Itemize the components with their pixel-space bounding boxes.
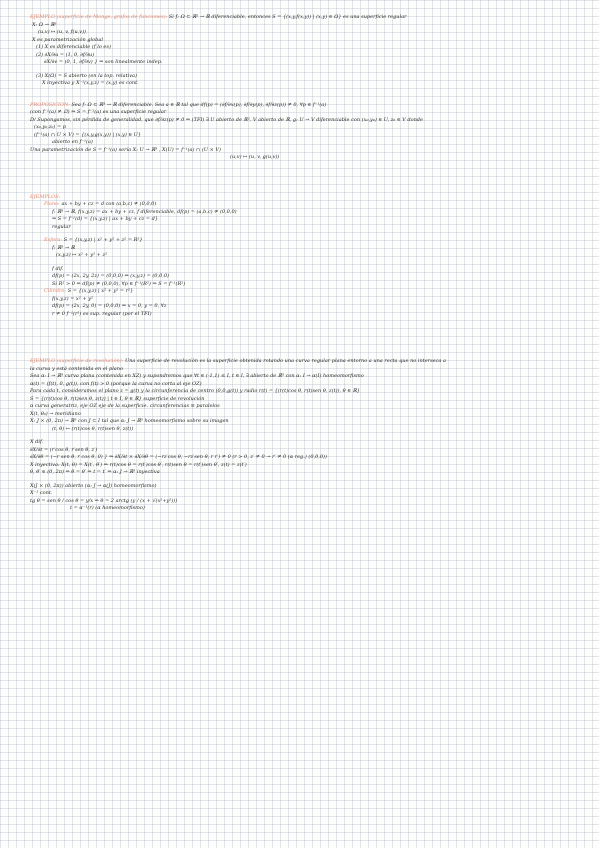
note-line: X es parametrización global [32, 36, 103, 43]
note-line: (u,v) ↦ (u, v, g(u,v)) [230, 154, 280, 160]
note-line: ∂X/∂t = (r′cos θ, r′sen θ, z′) [30, 446, 98, 453]
note-line: la curva y está contenida en el plano [30, 365, 124, 372]
note-line: (1) X es diferenciable (f lo es) [36, 44, 111, 50]
note-line: (2) ∂X/∂u = (1, 0, ∂f/∂u) [36, 51, 95, 58]
note-line: X dif. [30, 439, 44, 445]
note-line: f dif. [52, 265, 64, 272]
proposition-heading [30, 102, 590, 110]
note-line: S = {(r(t)cos θ, r(t)sen θ, z(t)) | t ∈ I, θ ∈ ℝ} superficie de revolución [30, 395, 205, 402]
note-line: r ≠ 0 f⁻¹(r²) es sup. regular (por el TFI) [52, 310, 152, 317]
note-line: Una parametrización de S = f⁻¹(a) sería X: U → ℝ³ , X(U) = f⁻¹(a) ∩ (U × V) [30, 146, 221, 153]
sphere-label: Esfera: [44, 237, 63, 243]
note-line: D/ Supongamos, sin pérdida de generalidad, que ∂f/∂z(p) ≠ 0 ⇒ (TFI) ∃ U abierto de ℝ², V abierto de ℝ, g: U → V diferenciable con (x₀,y₀) ∈ U, z₀ ∈ V donde [30, 116, 423, 123]
note-line: Si R² > 0 ⇒ df(p) ≠ (0,0,0), ∀p ∈ f⁻¹(R²) ⇒ S = f⁻¹(R²) [52, 280, 186, 287]
note-line: df(p) = (2x, 2y, 2z) = (0,0,0) ⇔ (x,y,z) = (0,0,0) [52, 273, 169, 279]
note-line: t = α⁻¹(r) (α homeomorfismo) [70, 505, 145, 511]
notes-content [30, 14, 590, 513]
example-heading-label: EJEMPLO (superficie de revolución): [30, 358, 124, 364]
note-line: X⁻¹ cont. [30, 490, 53, 496]
note-line: X inyectiva y X⁻¹(x,y,z) = (x,y) es cont. [42, 80, 139, 86]
note-line: Sea α: I → ℝ³ curva plana (contenida en XZ) y supondremos que ∀t ∈ (-1,1) ≤ I, t ∈ I, ∃ abierto de ℝ³ con α: I → α(I) homeomorfismo [30, 373, 364, 379]
proposition-statement: Sea f: Ω ⊂ ℝ³ → ℝ diferenciable. Sea a ∈ ℝ tal que df(p) = (∂f/∂x(p), ∂f/∂y(p), ∂f/∂z(p)) ≠ 0, ∀p ∈ f⁻¹(a) [71, 101, 327, 108]
note-line: X: J × (0, 2π) → ℝ³ con J ⊂ I tal que α: J → ℝ³ homeomorfismo sobre su imagen [30, 418, 229, 424]
note-line: regular [52, 223, 71, 230]
example-revolution-heading [30, 358, 590, 366]
note-line: f: ℝ³ → ℝ [52, 244, 75, 251]
note-line: (u,v) ↦ (u, v, f(u,v)) [38, 29, 87, 35]
note-line: α curva generatriz, eje OZ eje de la superficie. circunferencias ≡ paralelos [30, 403, 220, 409]
sphere-line [44, 237, 590, 245]
proposition-label: PROPOSICIÓN: [30, 101, 70, 108]
note-line: X: Ω → ℝ³ [32, 21, 57, 28]
note-line: Para cada t, consideramos el plano z = g(t) y la circunferencia de centro (0,0,g(t)) y radio r(t) = {(r(t)cos θ, r(t)sen θ, z(t)), θ ∈ ℝ} [30, 388, 360, 394]
example-monge-heading [30, 14, 590, 22]
note-line: α(t) = (f(t), 0, g(t)), con f(t) > 0 (porque la curva no corta al eje OZ) [30, 380, 202, 387]
note-line: ∂X/∂θ = (−r sen θ, r cos θ, 0) } ⇒ ∂X/∂t × ∂X/∂θ = (−rz′cos θ, −rz′sen θ, r r′) ≠ 0 (r > 0, z′ ≠ 0 → r′ ≠ 0 (α reg.) (0,0,0)) [30, 454, 327, 460]
example-statement: Si f: Ω ⊂ ℝ² → ℝ diferenciable, entonces S = {(x,y,f(x,y)) | (x,y) ∈ Ω} es una superficie regular [168, 14, 407, 20]
cylinder-line [44, 288, 590, 296]
note-line: (con f⁻¹(a) ≠ ∅) ⇒ S = f⁻¹(a) es una superficie regular [30, 109, 167, 115]
example-statement: Una superficie de revolución es la superficie obtenida rotando una curva regular plana entorno a una recta que no interseca a [124, 358, 446, 364]
note-line: f: ℝ³ → ℝ, f(x,y,z) = ax + by + cz, f diferenciable, df(p) = (a,b,c) ≠ (0,0,0) [52, 208, 237, 215]
note-line: tg θ = sen θ / cos θ = y/x ⇒ θ = 2 arctg (y / (x + √(x²+y²))) [30, 497, 178, 504]
sphere-equation: S = {(x,y,z) | x² + y² + z² = R²} [63, 237, 143, 243]
plane-line [44, 201, 590, 209]
plane-equation: ax + by + cz = d con (a,b,c) ≠ (0,0,0) [61, 201, 157, 207]
note-line: (x₀,y₀,z₀) = p [34, 124, 66, 130]
note-line: ⇒ S = f⁻¹(d) = {(x,y,z) | ax + by + cz = d} [52, 216, 159, 222]
note-line: (3) X(Ω) = S abierto (en la top. relativa) [36, 72, 137, 79]
note-line: ∂X/∂v = (0, 1, ∂f/∂v) } ⇒ son linealmente indep. [44, 59, 163, 65]
note-line: (t, θ) ↦ (r(t)cos θ, r(t)sen θ, z(t)) [52, 425, 134, 432]
note-line: X(J × (0, 2π)) abierto (α: J → α(J) homeomorfismo) [30, 482, 157, 489]
note-line: (f⁻¹(a) ∩ U × V) = {(x,y,g(x,y)) | (x,y) ∈ U} [34, 131, 142, 138]
note-line: (x,y,z) ↦ x² + y² + z² [56, 252, 108, 258]
note-line: df(p) = (2x, 2y, 0) = (0,0,0) ⇔ x = 0, y = 0, ∀z [52, 303, 167, 309]
plane-label: Plano: [44, 201, 60, 207]
cylinder-label: Cilindro: [44, 288, 67, 294]
example-heading-label: EJEMPLO (superficie de Monge, grafos de funciones): [30, 14, 168, 20]
note-line: X inyectiva: X(t, θ) = X(t′, θ′) ⇒ r(t)cos θ = r(t′)cos θ′, r(t)sen θ = r(t′)sen θ′, z(t) = z(t′) [30, 461, 247, 468]
cylinder-equation: S = {(x,y,z) | x² + y² = r²} [67, 288, 134, 294]
note-line: θ, θ′ ∈ (0, 2π) ⇒ θ = θ′ ⇒ t = t′ ⇒ α: J → ℝ³ inyectiva [30, 469, 160, 475]
note-line: abierto en f⁻¹(a) [52, 139, 93, 145]
note-line: f(x,y,z) = x² + y² [52, 295, 93, 302]
note-line: X(t, θ₀) → meridiano [30, 410, 81, 417]
examples-heading: EJEMPLOS: [30, 193, 61, 200]
